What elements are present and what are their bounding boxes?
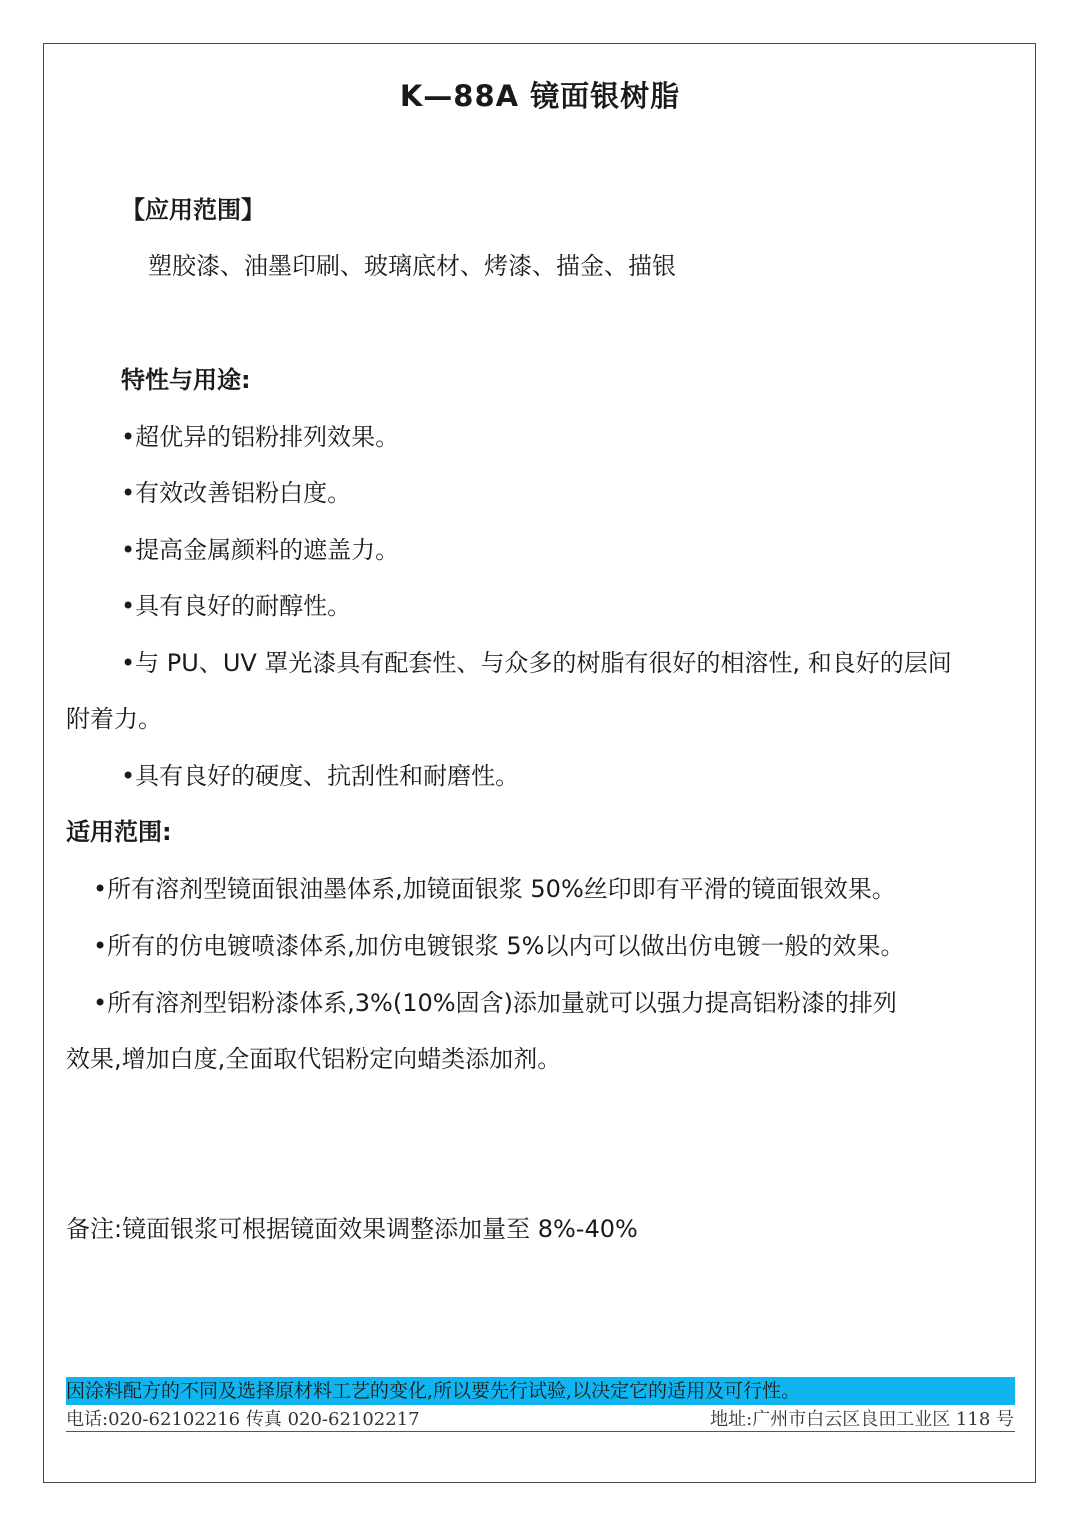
scope-heading: 适用范围: xyxy=(66,818,172,846)
feature-item: •具有良好的耐醇性。 xyxy=(121,592,352,620)
scope-item: •所有溶剂型镜面银油墨体系,加镜面银浆 50%丝印即有平滑的镜面银效果。 xyxy=(93,875,896,903)
application-heading: 【应用范围】 xyxy=(121,196,265,224)
scope-item: •所有溶剂型铝粉漆体系,3%(10%固含)添加量就可以强力提高铝粉漆的排列 xyxy=(93,989,897,1017)
scope-item: •所有的仿电镀喷漆体系,加仿电镀银浆 5%以内可以做出仿电镀一般的效果。 xyxy=(93,932,905,960)
feature-item: •有效改善铝粉白度。 xyxy=(121,479,352,507)
footer-rule xyxy=(66,1431,1015,1432)
feature-item: •提高金属颜料的遮盖力。 xyxy=(121,536,400,564)
application-text: 塑胶漆、油墨印刷、玻璃底材、烤漆、描金、描银 xyxy=(148,252,676,280)
feature-item: •与 PU、UV 罩光漆具有配套性、与众多的树脂有很好的相溶性, 和良好的层间 xyxy=(121,649,952,677)
document-title: K—88A 镜面银树脂 xyxy=(399,79,681,113)
feature-item: •具有良好的硬度、抗刮性和耐磨性。 xyxy=(121,762,520,790)
remark-text: 备注:镜面银浆可根据镜面效果调整添加量至 8%-40% xyxy=(66,1215,638,1243)
feature-item-continued: 附着力。 xyxy=(66,705,162,733)
notice-text: 因涂料配方的不同及选择原材料工艺的变化,所以要先行试验,以决定它的适用及可行性。 xyxy=(66,1380,801,1402)
footer-contact: 电话:020-62102216 传真 020-62102217 xyxy=(66,1409,420,1430)
feature-item: •超优异的铝粉排列效果。 xyxy=(121,423,400,451)
footer-address: 地址:广州市白云区良田工业区 118 号 xyxy=(710,1409,1014,1430)
scope-item-continued: 效果,增加白度,全面取代铝粉定向蜡类添加剂。 xyxy=(66,1045,562,1073)
features-heading: 特性与用途: xyxy=(121,366,251,394)
